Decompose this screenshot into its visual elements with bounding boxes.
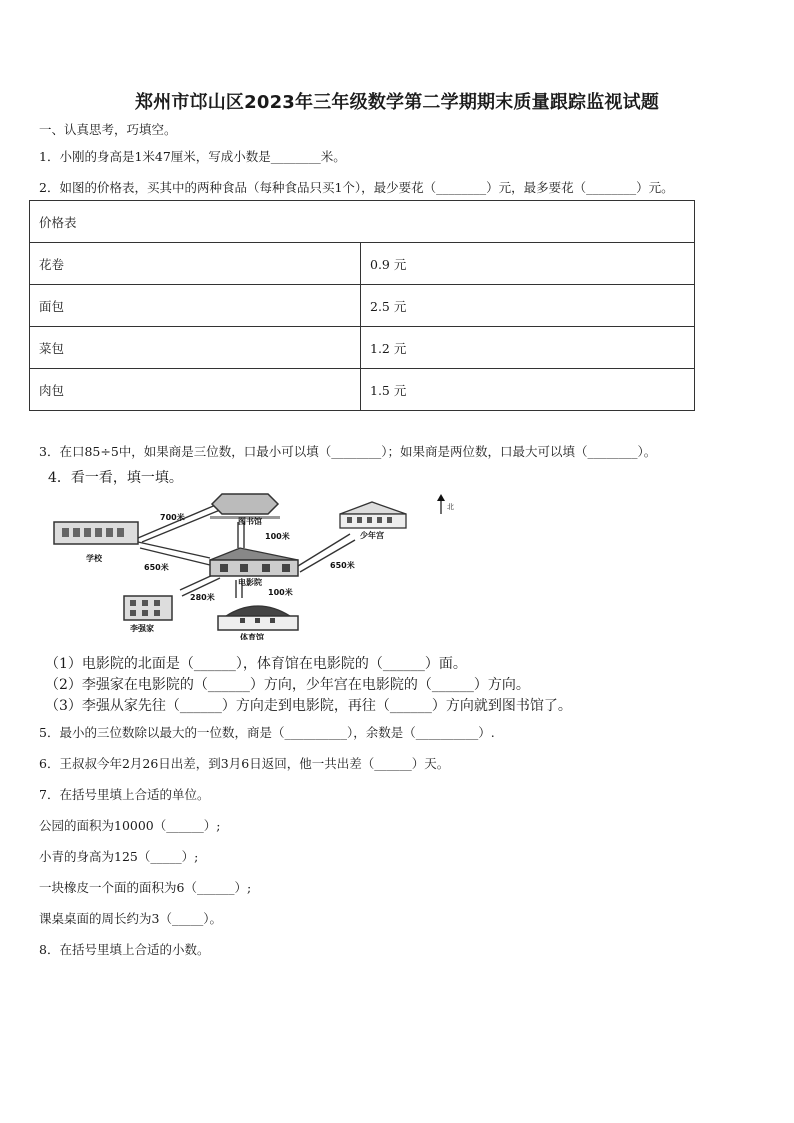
- price-table-header: 价格表: [30, 201, 695, 243]
- question-2: 2．如图的价格表，买其中的两种食品（每种食品只买1个），最少要花（________）元，最多要花（________）元。: [39, 180, 674, 195]
- distance-cinema-palace: 650米: [330, 561, 355, 570]
- table-row: [30, 243, 695, 285]
- price-table: [29, 200, 695, 411]
- table-row: [30, 369, 695, 411]
- school-building: [54, 522, 138, 544]
- section-heading: 一、认真思考，巧填空。: [39, 122, 177, 137]
- distance-school-cinema: 650米: [144, 563, 169, 572]
- price-cell: 0.9 元: [361, 243, 695, 285]
- table-row: [30, 327, 695, 369]
- question-4-heading: 4．看一看，填一填。: [48, 470, 183, 486]
- cinema-label: 电影院: [238, 578, 262, 587]
- question-7-part-2: 小青的身高为125（_____）;: [39, 849, 199, 864]
- map-diagram: [50, 490, 470, 640]
- distance-school-library: 700米: [160, 513, 185, 522]
- library-label: 图书馆: [238, 517, 262, 526]
- question-4-1: （1）电影院的北面是（______），体育馆在电影院的（______）面。: [45, 656, 467, 672]
- location-map: [50, 490, 470, 640]
- item-cell: 花卷: [30, 243, 361, 285]
- price-cell: 1.2 元: [361, 327, 695, 369]
- youth-palace-label: 少年宫: [360, 531, 384, 540]
- question-6: 6．王叔叔今年2月26日出差，到3月6日返回，他一共出差（______）天。: [39, 756, 450, 771]
- question-3: 3．在口85÷5中，如果商是三位数，口最小可以填（________）；如果商是两位数，口最大可以填（________）。: [39, 444, 657, 459]
- question-7-part-1: 公园的面积为10000（______）;: [39, 818, 221, 833]
- cinema-building: [210, 548, 298, 576]
- price-cell: 1.5 元: [361, 369, 695, 411]
- question-7-part-4: 课桌桌面的周长约为3（_____）。: [39, 911, 222, 926]
- question-5: 5．最小的三位数除以最大的一位数，商是（__________），余数是（__________）.: [39, 725, 495, 740]
- youth-palace-building: [340, 502, 406, 528]
- item-cell: 肉包: [30, 369, 361, 411]
- distance-li-cinema: 280米: [190, 593, 215, 602]
- table-row: [30, 285, 695, 327]
- item-cell: 菜包: [30, 327, 361, 369]
- question-7-part-3: 一块橡皮一个面的面积为6（______）;: [39, 880, 252, 895]
- question-8: 8．在括号里填上合适的小数。: [39, 942, 210, 957]
- li-home-label: 李强家: [130, 624, 154, 633]
- north-label: 北: [447, 503, 454, 511]
- distance-cinema-gym: 100米: [268, 588, 293, 597]
- distance-library-cinema: 100米: [265, 532, 290, 541]
- li-home-building: [124, 596, 172, 620]
- price-cell: 2.5 元: [361, 285, 695, 327]
- page-title: 郑州市邙山区2023年三年级数学第二学期期末质量跟踪监视试题: [134, 92, 660, 113]
- north-arrow-icon: [437, 494, 445, 514]
- school-label: 学校: [86, 554, 102, 563]
- gym-building: [218, 606, 298, 630]
- gym-label: 体育馆: [240, 633, 264, 640]
- library-building: [210, 494, 280, 519]
- item-cell: 面包: [30, 285, 361, 327]
- question-7: 7．在括号里填上合适的单位。: [39, 787, 210, 802]
- question-1: 1．小刚的身高是1米47厘米，写成小数是________米。: [39, 149, 346, 164]
- question-4-3: （3）李强从家先往（______）方向走到电影院，再往（______）方向就到图书馆了。: [45, 698, 572, 714]
- question-4-2: （2）李强家在电影院的（______）方向，少年宫在电影院的（______）方向。: [45, 677, 530, 693]
